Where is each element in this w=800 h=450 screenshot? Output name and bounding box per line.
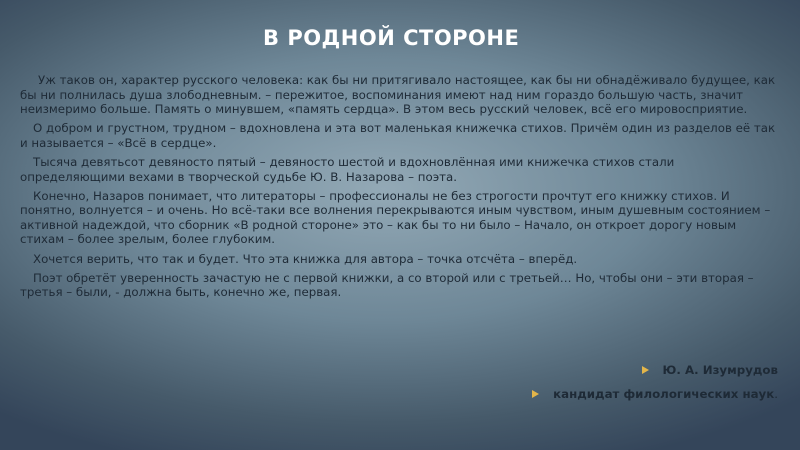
paragraph: Конечно, Назаров понимает, что литераторы – профессионалы не без строгости прочтут его книжку стихов. И понятно, волнуется – и очень. Но всё-таки все волнения перекрываются иным чувством, иным душевным состоянием – активной надеждой, что сборник «В родной стороне» это – как бы то ни было – Начало, он откроет дорогу новым стихам – более зрелым, более глубоким. bbox=[20, 188, 771, 247]
signature-credential: кандидат филологических наук bbox=[553, 387, 775, 401]
paragraph: Уж таков он, характер русского человека: как бы ни притягивало настоящее, как бы ни обнадёживало будущее, как бы ни полнилась душа злободневным. – пережитое, воспоминания имеют над ним гораздо большую часть, значит неизмеримо больше. Память о минувшем, «память сердца». В этом весь русский человек, всё его мировосприятие. bbox=[20, 73, 776, 117]
signature-credential-line bbox=[532, 387, 778, 401]
paragraph: Поэт обретёт уверенность зачастую не с первой книжки, а со второй или с третьей… Но, чтобы они – эти вторая – третья – были, - должна быть, конечно же, первая. bbox=[20, 270, 754, 300]
bullet-arrow-icon bbox=[532, 390, 539, 398]
paragraph: Тысяча девятьсот девяносто пятый – девяносто шестой и вдохновлённая ими книжечка стихов стали определяющими вехами в творческой судьбе Ю. В. Назарова – поэта. bbox=[20, 154, 675, 184]
slide-body bbox=[20, 73, 778, 304]
paragraph: О добром и грустном, трудном – вдохновлена и эта вот маленькая книжечка стихов. Причём один из разделов её так и называется – «Всё в сердце». bbox=[20, 121, 776, 150]
signature-author: Ю. А. Изумрудов bbox=[662, 363, 778, 377]
signature-author-line bbox=[642, 363, 778, 377]
bullet-arrow-icon bbox=[642, 366, 649, 374]
signature-credential-period: . bbox=[774, 387, 778, 401]
paragraph: Хочется верить, что так и будет. Что эта книжка для автора – точка отсчёта – вперёд. bbox=[33, 251, 578, 266]
slide-title: В РОДНОЙ СТОРОНЕ bbox=[263, 26, 520, 50]
